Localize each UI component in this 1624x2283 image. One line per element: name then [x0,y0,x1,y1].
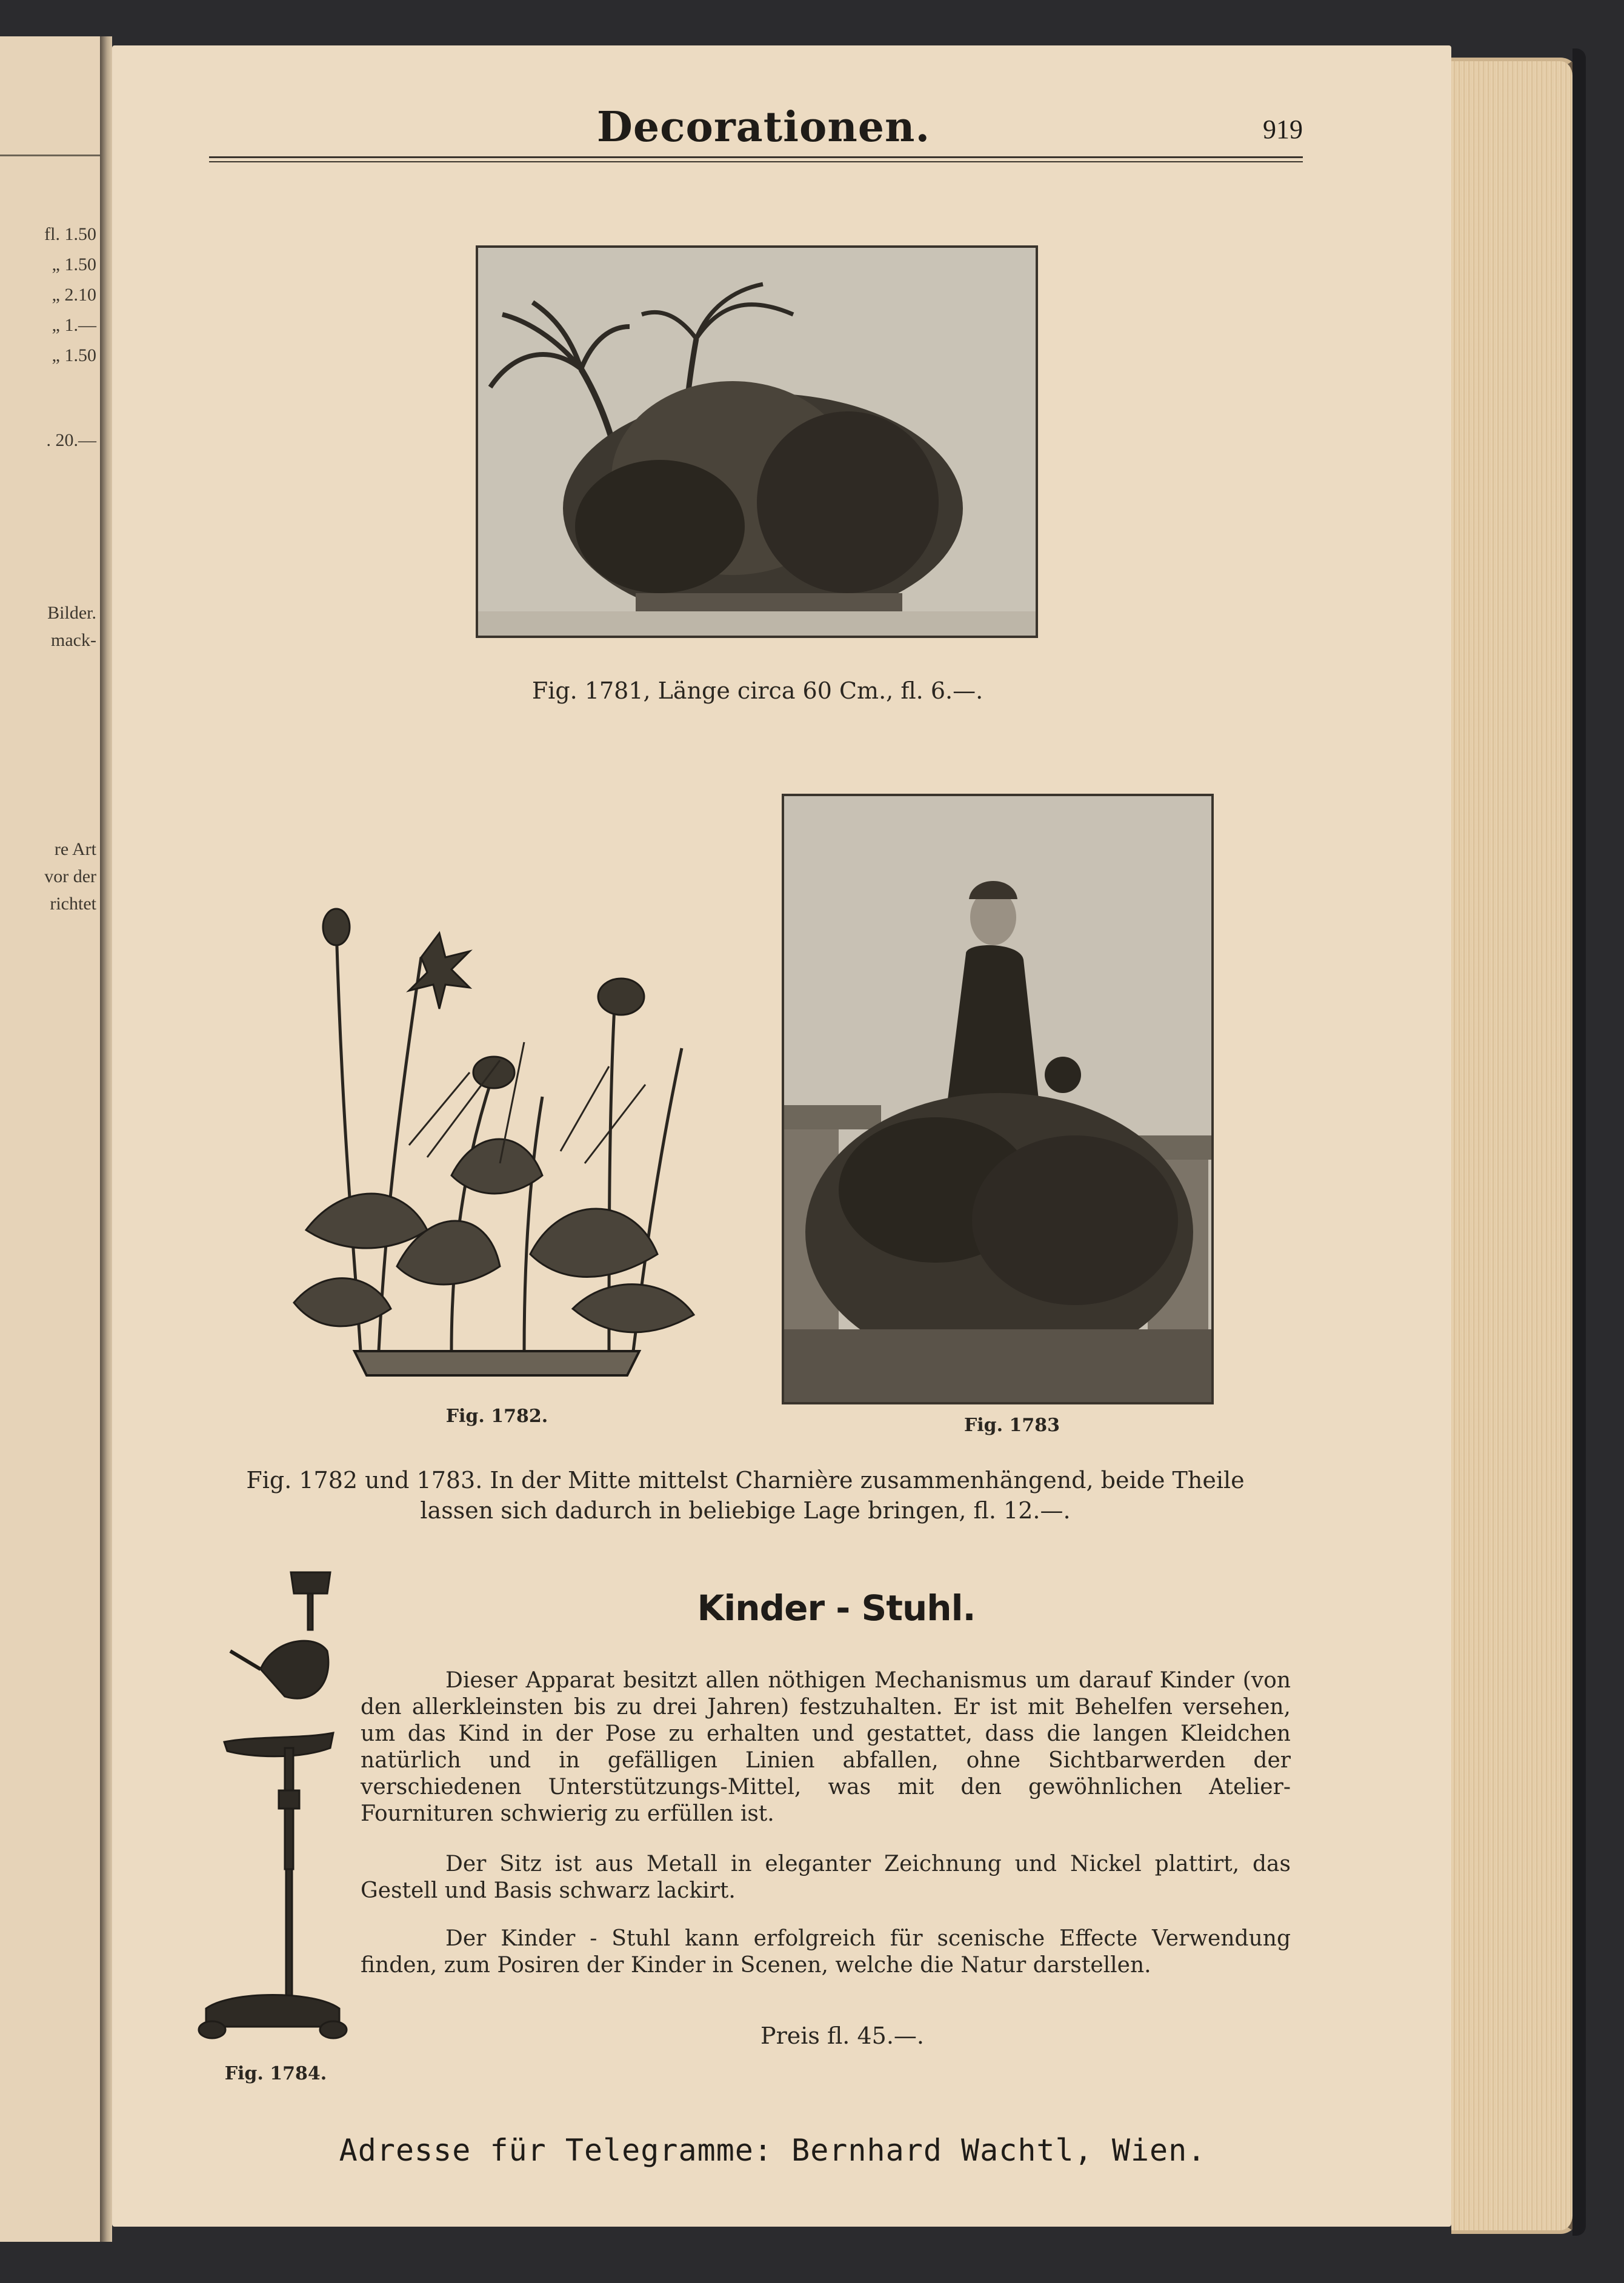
left-page-fragment: richtet [50,894,96,914]
palm-decoration-drawing [478,248,1036,636]
figure-1783-label: Fig. 1783 [963,1415,1060,1436]
left-page-fragment: . 20.— [46,430,96,450]
combined-caption-line-2: lassen sich dadurch in beliebige Lage bringen, fl. 12.—. [420,1497,1071,1524]
kinder-stuhl-heading: Kinder - Stuhl. [697,1587,976,1629]
left-page-fragment: mack- [51,630,96,650]
figures-1782-1783-caption [188,1465,1303,1526]
kinder-stuhl-price: Preis fl. 45.—. [760,2022,924,2049]
left-page-fragment: re Art [54,839,96,859]
kinder-stuhl-paragraph-3: Der Kinder - Stuhl kann erfolgreich für scenische Effecte Verwendung finden, zum Posiren der Kinder in Scenen, welche die Natur darstellen. [361,1926,1291,1978]
plant-engraving-drawing [270,891,724,1400]
woman-plants-drawing [784,796,1211,1402]
book-cover-edge [1572,48,1586,2236]
page-title: Decorationen. [596,103,931,151]
figure-1781-caption: Fig. 1781, Länge circa 60 Cm., fl. 6.—. [531,677,983,704]
telegram-address-footer: Adresse für Telegramme: Bernhard Wachtl, Wien. [339,2133,1206,2168]
left-page-fragment: fl. 1.50 [44,224,96,244]
left-page-fragment: „ 1.— [52,315,96,335]
left-page-fragment: „ 1.50 [52,345,96,365]
figure-1784-child-chair-engraving [194,1566,351,2051]
figure-1782-plant-engraving [270,891,724,1400]
figure-1782-label: Fig. 1782. [445,1406,548,1427]
figure-1783-woman-with-plants-image [782,794,1214,1404]
left-page-fragment: vor der [44,866,96,886]
book-gutter [100,36,112,2242]
left-page-edge [0,36,104,2242]
kinder-stuhl-paragraph-2: Der Sitz ist aus Metall in eleganter Zeichnung und Nickel plattirt, das Gestell und Basis schwarz lackirt. [361,1852,1291,1903]
header-rule-secondary [209,161,1303,162]
figure-1784-label: Fig. 1784. [224,2063,327,2084]
left-page-fragment: „ 2.10 [52,285,96,305]
page-edges [1451,58,1579,2234]
left-page-fragment: „ 1.50 [52,254,96,274]
figure-1781-palm-decoration-image [476,245,1038,638]
header-rule [209,156,1303,158]
left-page-rule [0,155,100,156]
kinder-stuhl-paragraph-1: Dieser Apparat besitzt allen nöthigen Mechanismus um darauf Kinder (von den allerkleinsten bis zu drei Jahren) festzuhalten. Er ist mit Behelfen versehen, um das Kind in der Pose zu erhalten und gestattet, dass die langen Kleidchen natürlich und in gefälligen Linien abfallen, ohne Sichtbarwerden der verschiedenen Unterstützungs-Mittel, was mit den gewöhnlichen Atelier-Fournituren schwierig zu erfüllen ist. [361,1668,1291,1826]
child-chair-drawing [194,1566,351,2051]
page-number: 919 [1263,115,1303,144]
left-page-fragment: Bilder. [47,603,96,623]
combined-caption-line-1: Fig. 1782 und 1783. In der Mitte mittelst Charnière zusammenhängend, beide Theile [246,1467,1245,1494]
